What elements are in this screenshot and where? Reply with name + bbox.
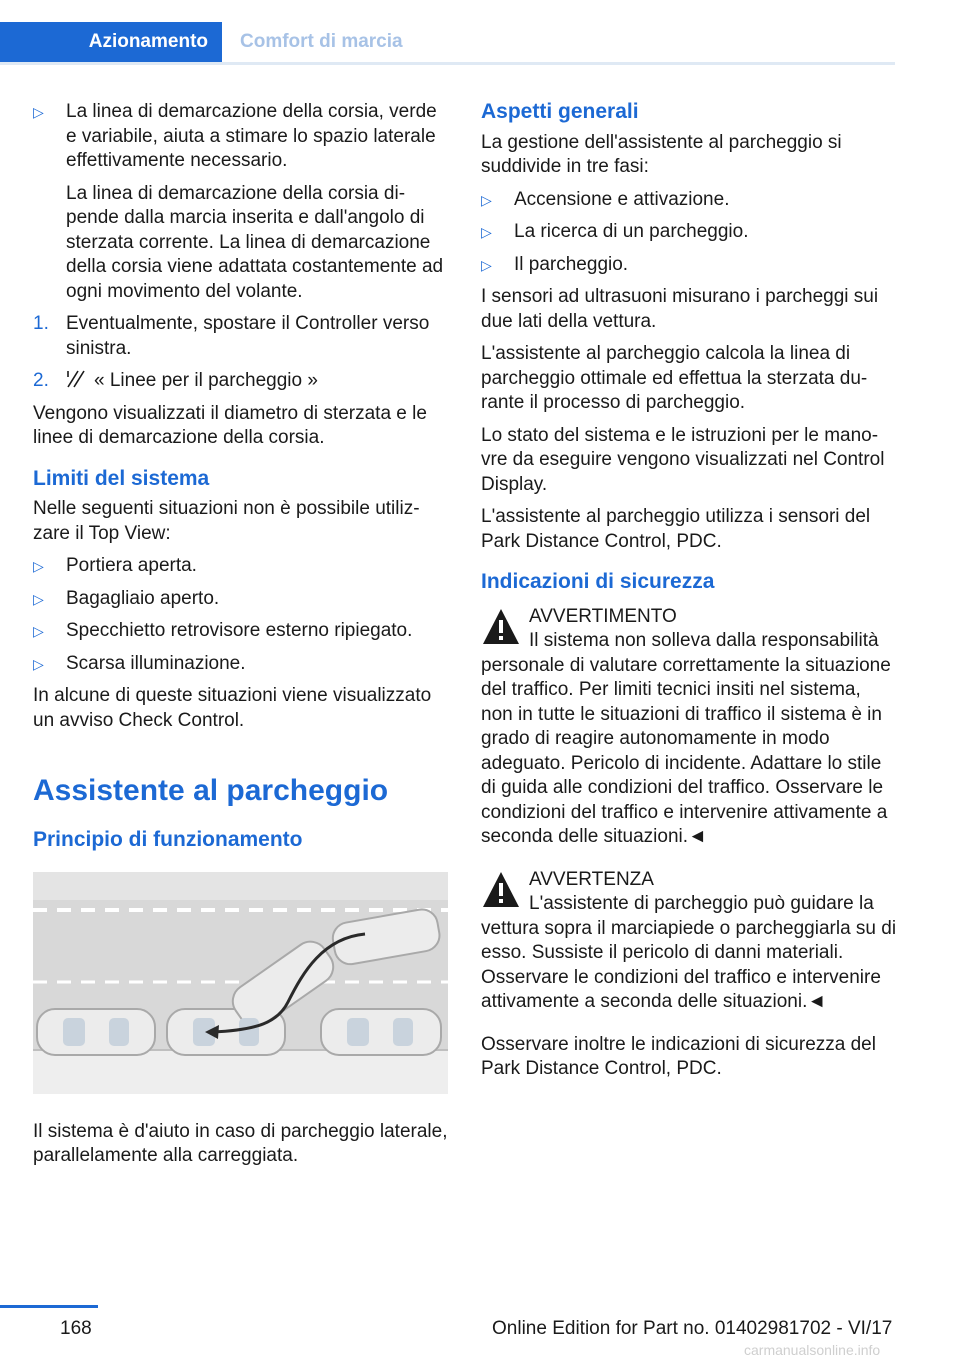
step-number: 1. [33,313,49,334]
list-item-text: Scarsa illuminazione. [66,652,246,674]
list-item [33,652,449,677]
figure-caption: Il sistema è d'aiuto in caso di parcheggio laterale, parallelamente alla carreggiata. [33,1120,448,1166]
paragraph: I sensori ad ultrasuoni misurano i parcheggi sui due lati della vettura. [481,286,879,332]
bullet-marker: ▷ [481,191,492,208]
heading-general: Aspetti generali [481,100,639,123]
section-title: Assistente al parcheggio [33,774,389,807]
left-column [33,100,449,1177]
caution-block [481,868,897,1015]
bullet-marker: ▷ [33,104,44,120]
paragraph: La gestione dell'assistente al parcheggio si suddivide in tre fasi: [481,131,842,177]
bullet-marker: ▷ [481,256,492,273]
list-item [481,220,897,245]
list-item-text: Bagagliaio aperto. [66,587,220,609]
list-item-text: Specchietto retrovisore esterno ripiegato. [66,620,413,641]
list-item [33,619,449,644]
parking-lines-icon [66,369,88,389]
warning-text: Il sistema non solleva dalla responsabilità personale di valutare correttamente la situazione del traffico. Per limiti tecnici insiti nel sistema, non in tutte le situazioni di traffico il sistema è in grado di reagire autonomamente in modo adeguato. Pericolo di incidente. Adattare lo stile di guida alle condizioni del traffico. Osservare le condizioni del traffico e intervenire attivamente a seconda delle situazioni.◄ [481,630,891,847]
list-item-text: Accensione e attivazione. [514,188,730,210]
tab-azionamento[interactable]: Azionamento [0,22,222,62]
step-1 [33,312,449,361]
paragraph: Lo stato del sistema e le istruzioni per le manovre da eseguire vengono visualizzati nel Control Display. [481,424,885,495]
caution-title: AVVERTENZA [529,868,654,890]
warning-icon [481,607,521,647]
page-number: 168 [60,1318,92,1339]
bullet-marker: ▷ [33,655,44,672]
paragraph: L'assistente al parcheggio calcola la linea di parcheggio ottimale ed effettua la sterzata durante il processo di parcheggio. [481,343,868,413]
list-item-text: Il parcheggio. [514,253,629,275]
bullet-marker: ▷ [33,558,44,574]
footer-rule [0,1305,98,1308]
warning-title: AVVERTIMENTO [529,605,677,627]
step-number: 2. [33,370,49,391]
bullet-marker: ▷ [33,590,44,607]
list-item [481,253,897,278]
bullet-marker: ▷ [33,623,44,639]
paragraph: Nelle seguenti situazioni non è possibile utilizzare il Top View: [33,498,420,544]
warning-block [481,605,897,850]
paragraph: Vengono visualizzati il diametro di sterzata e le linee di demarcazione della corsia. [33,402,427,448]
list-item [33,587,449,612]
list-item [481,188,897,213]
step-text: Eventualmente, spostare il Controller verso sinistra. [66,313,430,359]
right-column [481,100,897,1090]
paragraph: In alcune di queste situazioni viene visualizzato un avviso Check Control. [33,685,432,731]
caution-text: L'assistente di parcheggio può guidare la vettura sopra il marciapiede o parcheggiarla su di esso. Sussiste il pericolo di danni materiali. Osservare le condizioni del traffico e intervenire attivamente a seconda delle situazioni.◄ [481,893,897,1012]
paragraph: La linea di demarcazione della corsia dipende dalla marcia inserita e dall'angolo di sterzata corrente. La linea di demarcazione della corsia viene adattata costantemente ad ogni movimento del volante. [66,182,444,302]
list-item-text: La ricerca di un parcheggio. [514,221,749,242]
tab-comfort-di-marcia[interactable]: Comfort di marcia [240,31,403,52]
step-text: « Linee per il parcheggio » [94,370,318,391]
list-item [33,554,449,579]
step-2 [33,369,449,394]
list-item [33,100,449,304]
heading-safety: Indicazioni di sicurezza [481,570,715,593]
heading-limits: Limiti del sistema [33,466,210,490]
paragraph: L'assistente al parcheggio utilizza i sensori del Park Distance Control, PDC. [481,506,871,552]
paragraph: Osservare inoltre le indicazioni di sicurezza del Park Distance Control, PDC. [481,1033,876,1079]
parking-illustration [33,872,448,1094]
warning-icon [481,870,521,910]
edition-label: Online Edition for Part no. 01402981702 - VI/17 [492,1318,893,1339]
bullet-marker: ▷ [481,224,492,240]
heading-principle: Principio di funzionamento [33,827,303,851]
watermark: carmanualsonline.info [744,1342,881,1358]
paragraph: La linea di demarcazione della corsia, verde e variabile, aiuta a stimare lo spazio laterale effettivamente necessario. [66,101,437,171]
list-item-text: Portiera aperta. [66,555,197,576]
